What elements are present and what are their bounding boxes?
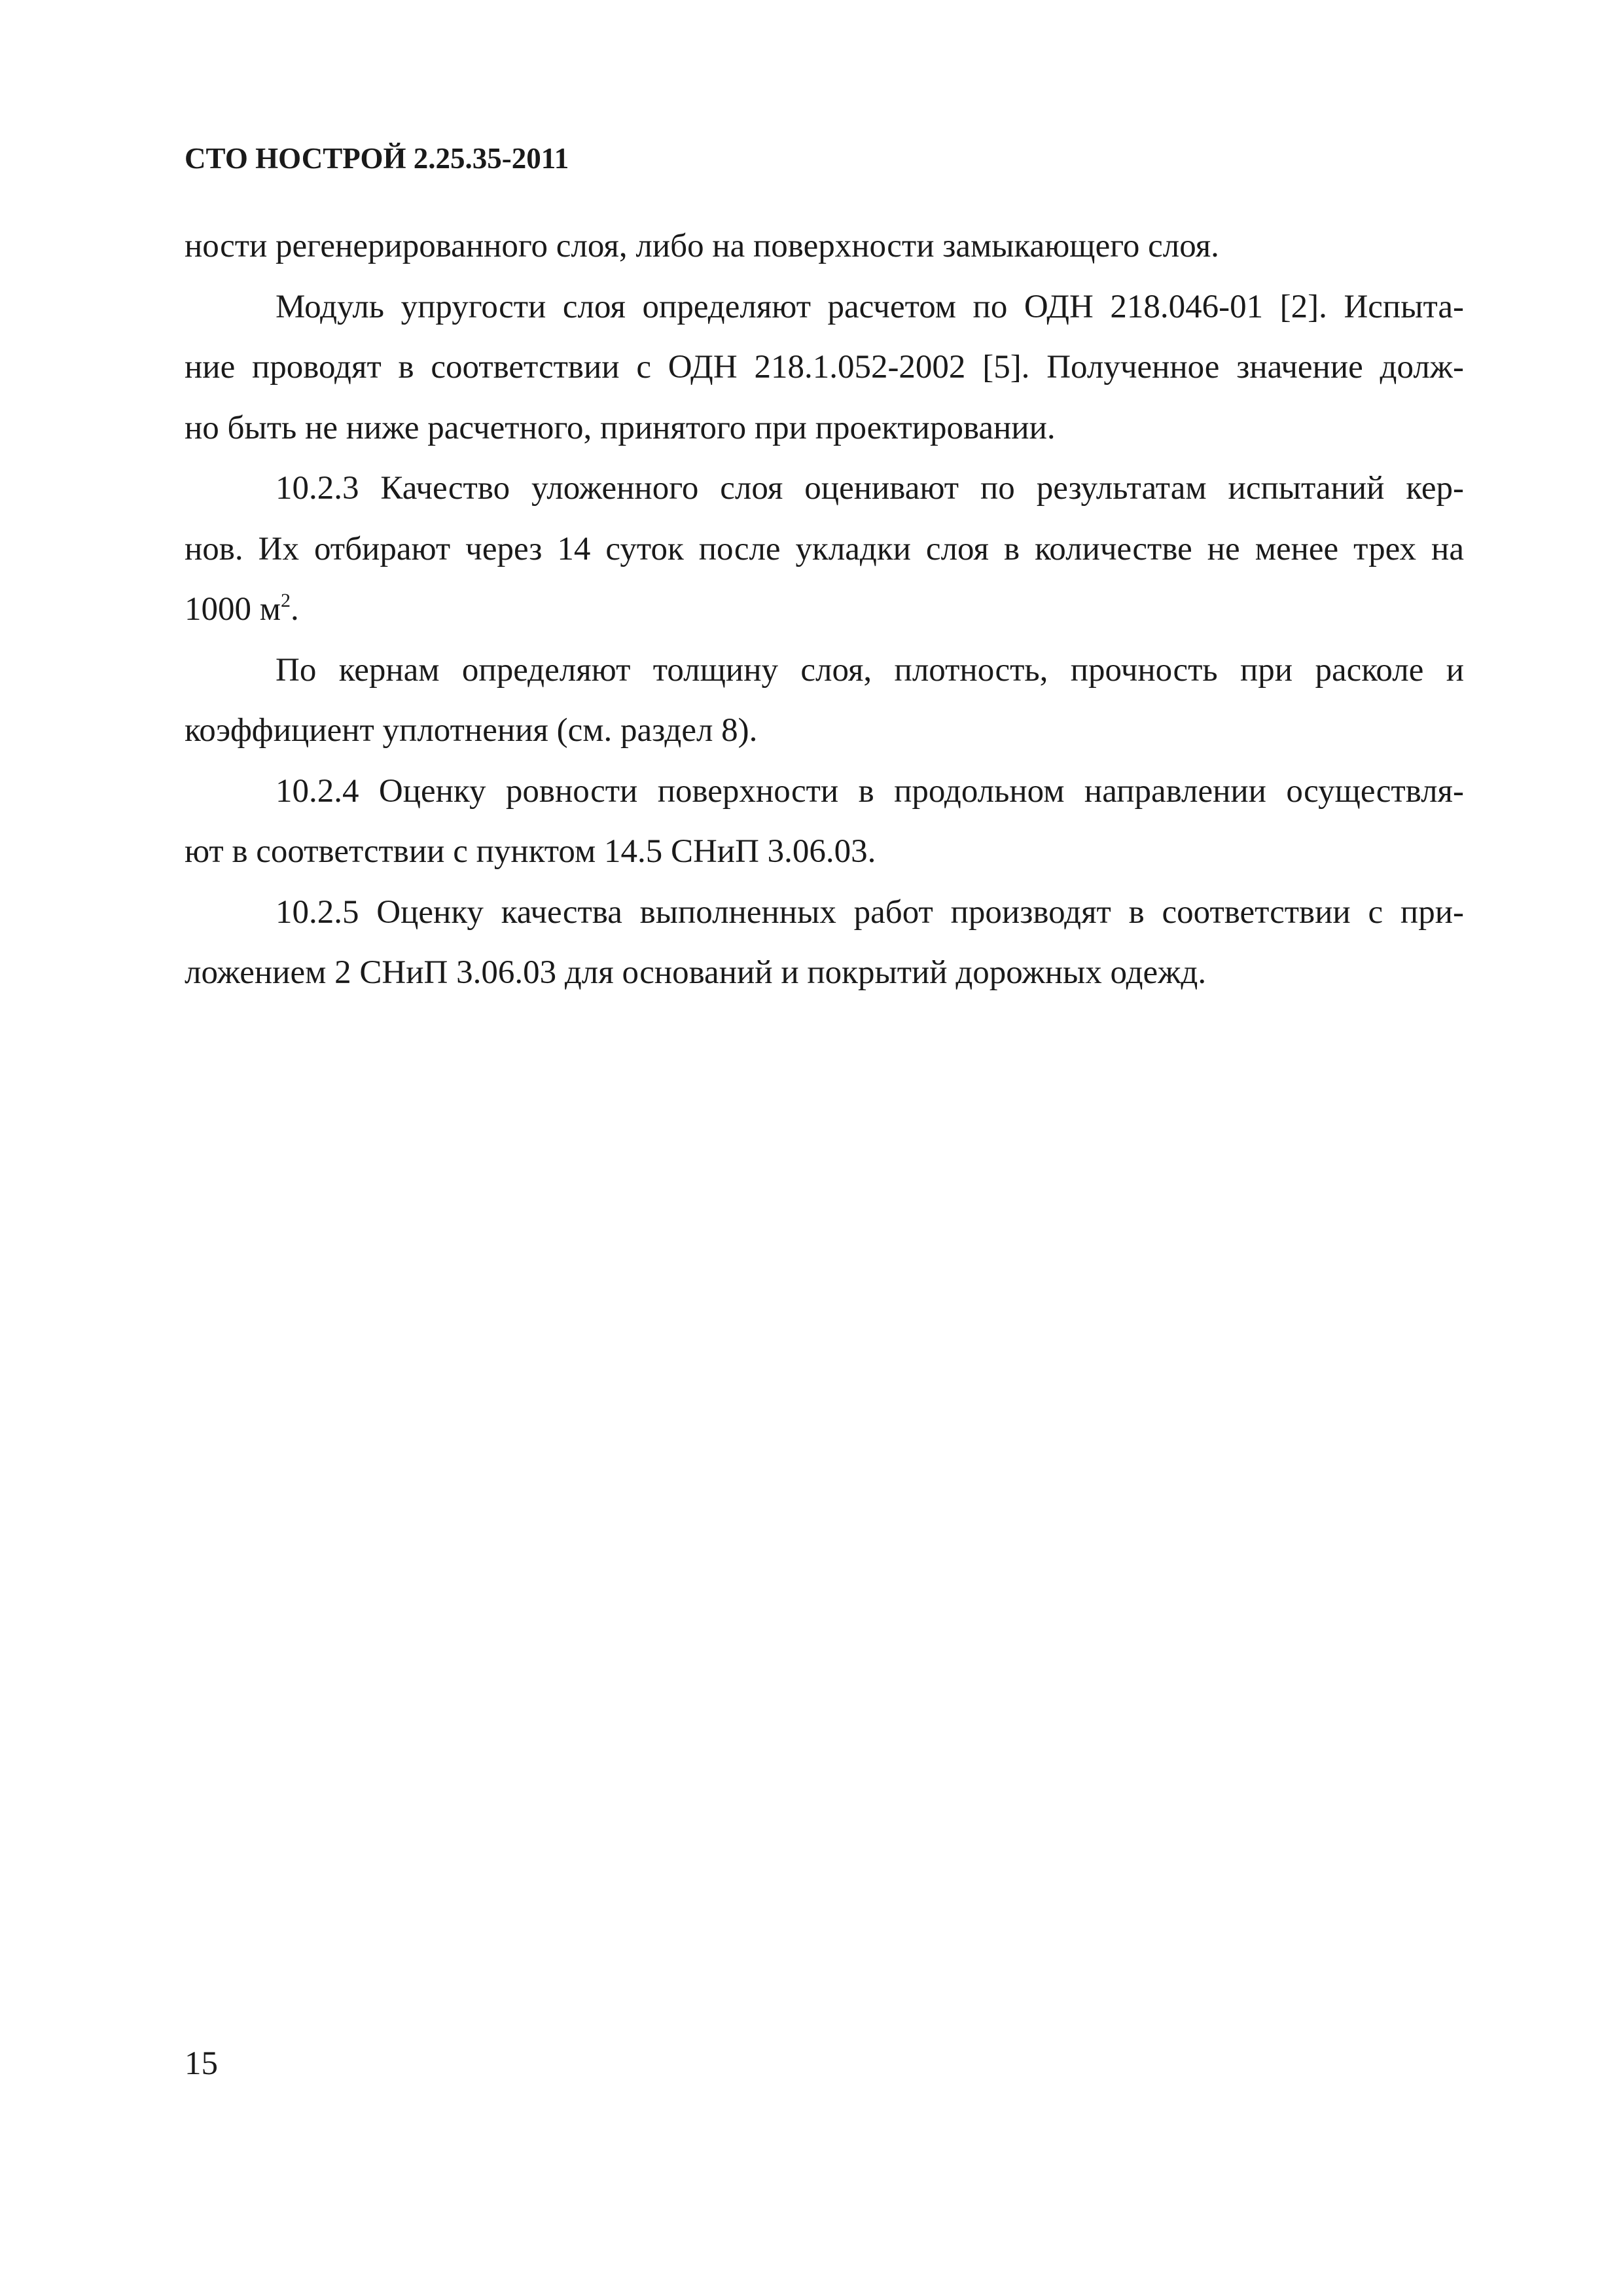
document-header: СТО НОСТРОЙ 2.25.35-2011 [185,142,569,175]
area-value: 1000 м [185,591,281,628]
body-line: ние проводят в соответствии с ОДН 218.1.052-2002 [5]. Полученное значение долж- [185,349,1464,386]
paragraph-line: Модуль упругости слоя определяют расчетом по ОДН 218.046-01 [2]. Испыта- [276,288,1464,325]
body-line: нов. Их отбирают через 14 суток после укладки слоя в количестве не менее трех на [185,530,1464,567]
page-number: 15 [185,2045,218,2082]
body-line: но быть не ниже расчетного, принятого при проектировании. [185,409,1056,446]
body-line: коэффициент уплотнения (см. раздел 8). [185,712,758,749]
paragraph-line: По кернам определяют толщину слоя, плотность, прочность при расколе и [276,651,1464,689]
document-body [185,216,1464,1003]
paragraph-line: 10.2.5 Оценку качества выполненных работ производят в соответствии с при- [276,893,1464,931]
body-line: ности регенерированного слоя, либо на поверхности замыкающего слоя. [185,228,1219,264]
period: . [291,591,299,628]
paragraph-line: 10.2.3 Качество уложенного слоя оценивают по результатам испытаний кер- [276,470,1464,507]
body-line: ложением 2 СНиП 3.06.03 для оснований и покрытий дорожных одежд. [185,954,1207,991]
body-line: ют в соответствии с пунктом 14.5 СНиП 3.06.03. [185,833,876,870]
superscript: 2 [281,590,291,611]
paragraph-line: 10.2.4 Оценку ровности поверхности в продольном направлении осуществля- [276,772,1464,810]
body-line [185,579,1464,640]
